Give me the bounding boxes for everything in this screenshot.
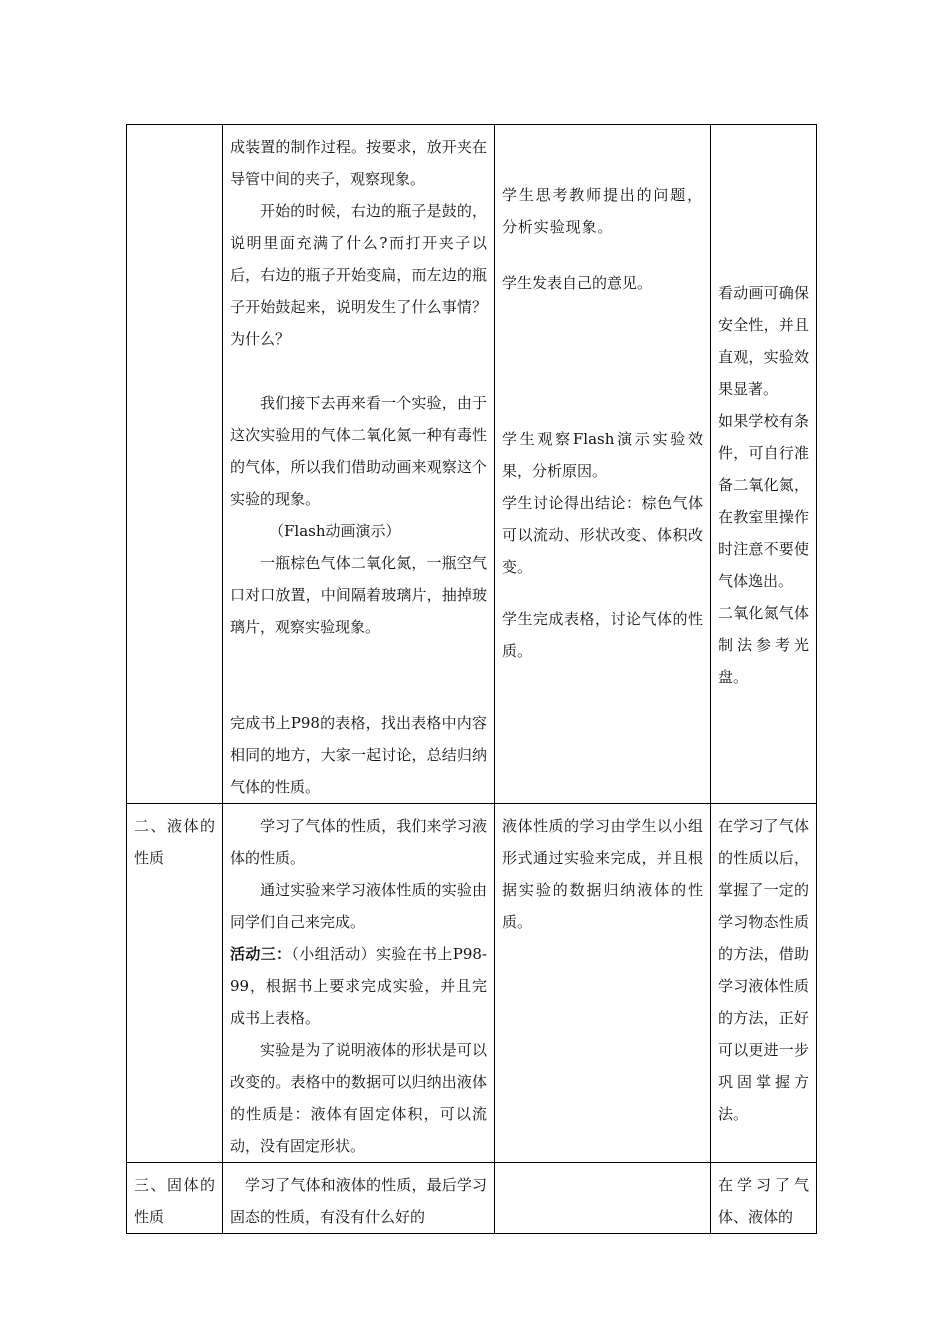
design-intent-cell (711, 125, 817, 804)
stage-cell (127, 1163, 223, 1234)
teacher-text: 实验是为了说明液体的形状是可以改变的。表格中的数据可以归纳出液体的性质是：液体有固定体积，可以流动，没有固定形状。 (230, 1041, 487, 1155)
student-activity-cell (495, 1163, 711, 1234)
teacher-activity-cell (223, 1163, 495, 1234)
teacher-text: 通过实验来学习液体性质的实验由同学们自己来完成。 (230, 881, 487, 931)
design-intent-cell (711, 804, 817, 1163)
teacher-text: 学习了气体和液体的性质，最后学习固态的性质，有没有什么好的 (230, 1176, 487, 1226)
teacher-text: 完成书上P98的表格，找出表格中内容相同的地方，大家一起讨论，总结归纳气体的性质。 (230, 714, 487, 796)
teacher-text: 学习了气体的性质，我们来学习液体的性质。 (230, 817, 487, 867)
teacher-text: 活动三：（小组活动）实验在书上P98-99，根据书上要求完成实验，并且完成书上表格。 (230, 945, 487, 1027)
intent-text: 在学习了气体、液体的 (718, 1176, 809, 1226)
activity-label: 活动三： (230, 945, 292, 963)
stage-cell (127, 804, 223, 1163)
lesson-plan-table (126, 124, 817, 1234)
stage-title: 三、固体的性质 (134, 1176, 215, 1226)
teacher-text: 我们接下去再来看一个实验，由于这次实验用的气体二氧化氮一种有毒性的气体，所以我们借助动画来观察这个实验的现象。 (230, 394, 487, 508)
table-row (127, 1163, 817, 1234)
design-intent-cell (711, 1163, 817, 1234)
table-row (127, 125, 817, 804)
student-text: 液体性质的学习由学生以小组形式通过实验来完成，并且根据实验的数据归纳液体的性质。 (502, 817, 703, 931)
teacher-text: 开始的时候，右边的瓶子是鼓的，说明里面充满了什么?而打开夹子以后，右边的瓶子开始变扁，而左边的瓶子开始鼓起来，说明发生了什么事情？为什么？ (230, 202, 487, 348)
intent-text: 如果学校有条件，可自行准备二氧化氮，在教室里操作时注意不要使气体逸出。 (718, 412, 809, 590)
student-activity-cell (495, 125, 711, 804)
stage-title: 二、液体的性质 (134, 817, 215, 867)
stage-cell (127, 125, 223, 804)
student-text: 学生完成表格，讨论气体的性质。 (502, 610, 703, 660)
intent-text: 在学习了气体的性质以后，掌握了一定的学习物态性质的方法，借助学习液体性质的方法，正好可以更进一步巩固掌握方法。 (718, 817, 809, 1123)
table-row (127, 804, 817, 1163)
student-text: 学生发表自己的意见。 (502, 274, 653, 292)
teacher-text: （Flash动画演示） (269, 522, 401, 540)
student-text: 学生讨论得出结论：棕色气体可以流动、形状改变、体积改变。 (502, 494, 703, 576)
teacher-activity-cell (223, 125, 495, 804)
teacher-activity-cell (223, 804, 495, 1163)
intent-text: 看动画可确保安全性，并且直观，实验效果显著。 (718, 284, 809, 398)
student-activity-cell (495, 804, 711, 1163)
teacher-text: 成装置的制作过程。按要求，放开夹在导管中间的夹子，观察现象。 (230, 138, 487, 188)
student-text: 学生思考教师提出的问题，分析实验现象。 (502, 186, 703, 236)
teacher-text: 一瓶棕色气体二氧化氮，一瓶空气口对口放置，中间隔着玻璃片，抽掉玻璃片，观察实验现象。 (230, 554, 487, 636)
intent-text: 二氧化氮气体制法参考光盘。 (718, 604, 809, 686)
student-text: 学生观察Flash演示实验效果，分析原因。 (502, 430, 703, 480)
